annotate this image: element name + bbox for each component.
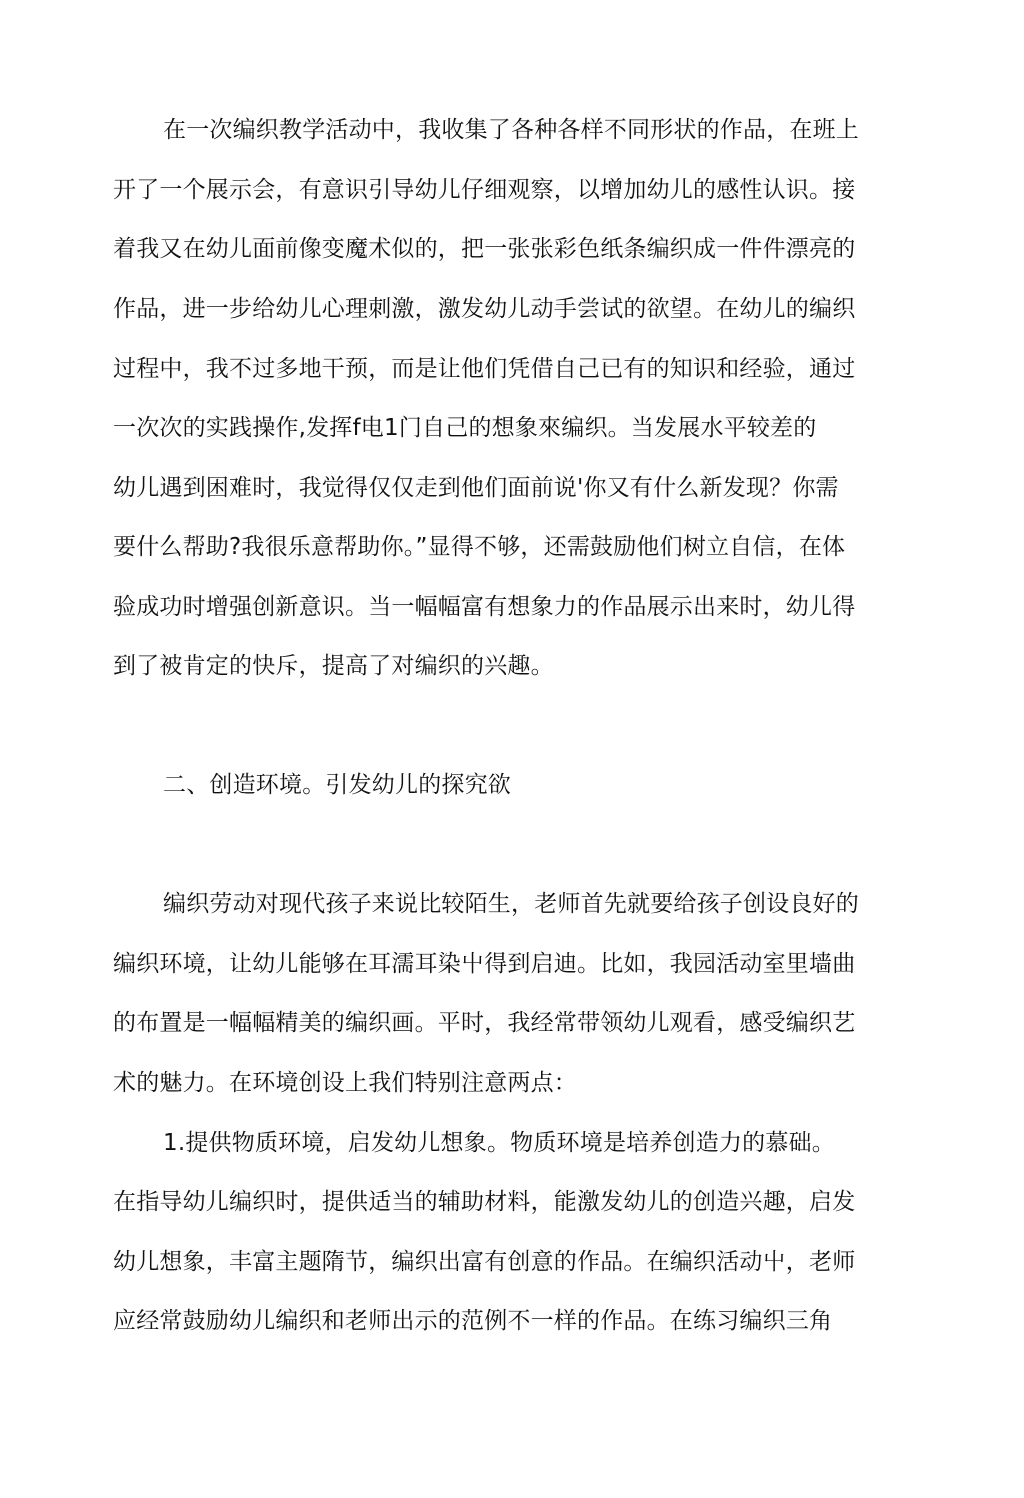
paragraph-2-line-4: 术的魅力。在环境创设上我们特别注意两点： — [113, 1070, 577, 1096]
paragraph-1-line-10: 到了被肯定的快斥，提高了对编织的兴趣。 — [113, 653, 554, 679]
paragraph-1-line-7: 幼儿遇到困难时，我觉得仅仅走到他们面前说'你又有什么新发现？你需 — [113, 475, 839, 501]
paragraph-1-line-3: 着我又在幼儿面前像变魔术似的，把一张张彩色纸条编织成一件件漂亮的 — [113, 236, 856, 262]
paragraph-1-line-8: 要什么帮助?我很乐意帮助你。”显得不够，还需鼓励他们树立自信，在体 — [113, 534, 846, 560]
paragraph-1-line-2: 开了一个展示会，有意识引导幼儿仔细观察，以增加幼儿的感性认识。接 — [113, 177, 856, 203]
paragraph-1-line-9: 验成功时增强创新意识。当一幅幅富有想象力的作品展示出来时，幼儿得 — [113, 594, 856, 620]
paragraph-3-line-2: 在指导幼儿编织时，提供适当的辅助材料，能激发幼儿的创造兴趣，启发 — [113, 1189, 856, 1215]
section-heading: 二、创造环境。引发幼儿的探究欲 — [163, 772, 511, 798]
paragraph-2-line-3: 的布置是一幅幅精美的编织画。平时，我经常带领幼儿观看，感受编织艺 — [113, 1010, 856, 1036]
paragraph-2-line-2: 编织环境，让幼儿能够在耳濡耳染屮得到启迪。比如，我园活动室里墙曲 — [113, 951, 856, 977]
paragraph-1-line-1: 在一次编织教学活动中，我收集了各种各样不同形状的作品，在班上 — [163, 117, 859, 143]
paragraph-1-line-5: 过程中，我不过多地干预，而是让他们凭借自己已有的知识和经验，通过 — [113, 356, 856, 382]
paragraph-3-line-3: 幼儿想象，丰富主题隋节，编织出富有创意的作品。在编织活动屮，老师 — [113, 1249, 856, 1275]
paragraph-3-line-4: 应经常鼓励幼儿编织和老师出示的范例不一样的作品。在练习编织三角 — [113, 1308, 833, 1334]
paragraph-2-line-1: 编织劳动对现代孩子来说比较陌生，老师首先就要给孩子创设良好的 — [163, 891, 859, 917]
paragraph-1-line-6: 一次次的实践操作,发挥f电1门自己的想象來编织。当发展水平较差的 — [113, 415, 817, 441]
paragraph-3-line-1: 1.提供物质环境，启发幼儿想象。物质环境是培养创造力的慕础。 — [163, 1130, 835, 1156]
paragraph-1-line-4: 作品，进一步给幼儿心理刺激，激发幼儿动手尝试的欲望。在幼儿的编织 — [113, 296, 856, 322]
